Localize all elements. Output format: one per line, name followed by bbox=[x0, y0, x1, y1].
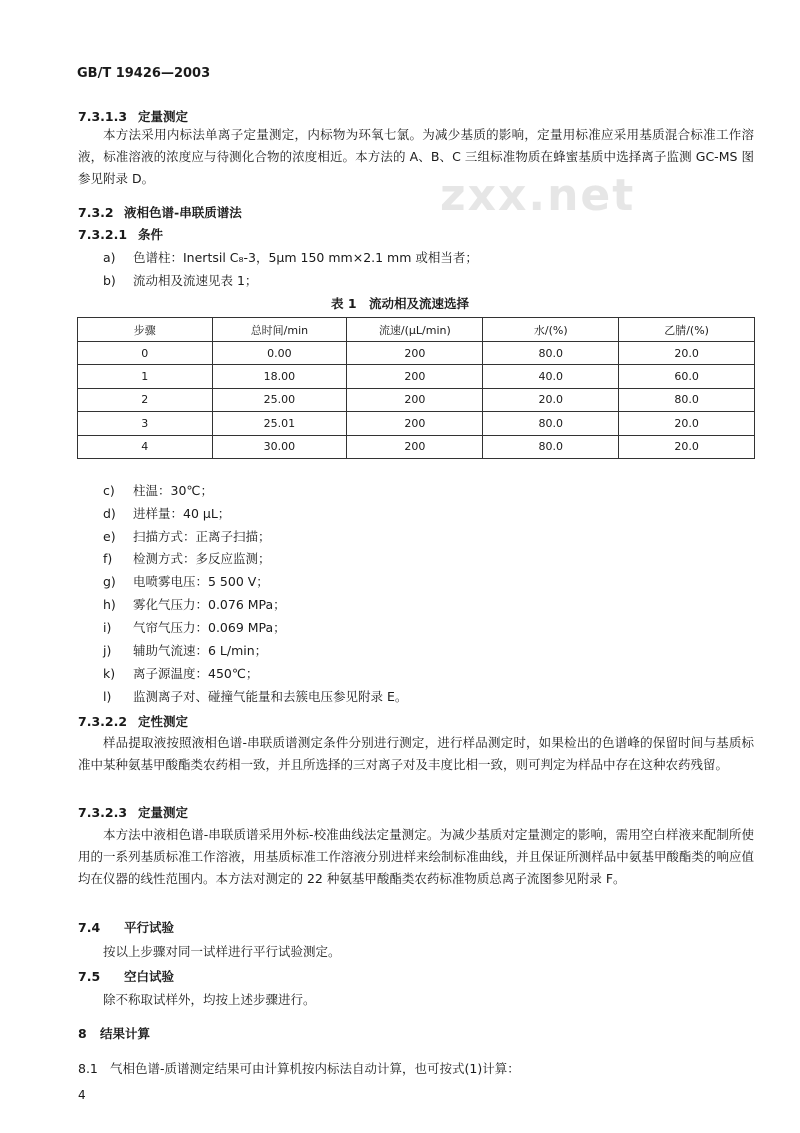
section-7-3-2-3-heading: 7.3.2.3 定量测定 bbox=[78, 805, 189, 820]
section-7-3-1-3-heading: 7.3.1.3 定量测定 bbox=[78, 109, 189, 124]
section-7-4-heading: 7.4 平行试验 bbox=[78, 920, 175, 935]
section-8-1-text: 8.1 气相色谱-质谱测定结果可由计算机按内标法自动计算，也可按式(1)计算： bbox=[78, 1061, 520, 1076]
section-7-3-2-heading: 7.3.2 液相色谱-串联质谱法 bbox=[78, 205, 242, 220]
table-cell: 200 bbox=[347, 412, 483, 435]
table-row bbox=[78, 388, 755, 411]
condition-item: b) 流动相及流速见表 1； bbox=[103, 273, 258, 288]
table-cell: 200 bbox=[347, 365, 483, 388]
table-row bbox=[78, 435, 755, 458]
flow-table bbox=[77, 317, 755, 459]
section-7-3-2-3-text: 本方法中液相色谱-串联质谱采用外标-校准曲线法定量测定。为减少基质对定量测定的影响，需用空白样液来配制所使用的一系列基质标准工作溶液，用基质标准工作溶液分别进样来绘制标准曲线，并且保证所测样品中氨基甲酸酯类的响应值均在仪器的线性范围内。本方法对测定的 22 种氨基甲酸酯类农药标准物质总离子流图参见附录 F。 bbox=[78, 827, 754, 886]
condition-item: g) 电喷雾电压：5 500 V； bbox=[103, 574, 269, 589]
condition-item: a) 色谱柱：Inertsil C₈-3，5μm 150 mm×2.1 mm 或相当者； bbox=[103, 250, 478, 265]
table-cell: 20.0 bbox=[483, 388, 619, 411]
table-header-cell: 乙腈/(%) bbox=[619, 318, 755, 342]
table-cell: 200 bbox=[347, 435, 483, 458]
watermark: zxx.net bbox=[440, 170, 636, 221]
table-cell: 80.0 bbox=[483, 342, 619, 365]
table-cell: 0.00 bbox=[212, 342, 347, 365]
section-7-5-heading: 7.5 空白试验 bbox=[78, 969, 175, 984]
table-row bbox=[78, 342, 755, 365]
table-cell: 200 bbox=[347, 342, 483, 365]
table-cell: 80.0 bbox=[483, 412, 619, 435]
table-cell: 40.0 bbox=[483, 365, 619, 388]
section-7-3-2-2-heading: 7.3.2.2 定性测定 bbox=[78, 714, 189, 729]
table-header-cell: 流速/(μL/min) bbox=[347, 318, 483, 342]
table-row bbox=[78, 365, 755, 388]
table-cell: 60.0 bbox=[619, 365, 755, 388]
table-header-cell: 步骤 bbox=[78, 318, 213, 342]
table-cell: 0 bbox=[78, 342, 213, 365]
table-cell: 3 bbox=[78, 412, 213, 435]
table-row bbox=[78, 412, 755, 435]
page-number: 4 bbox=[78, 1088, 86, 1102]
section-7-4-text: 按以上步骤对同一试样进行平行试验测定。 bbox=[103, 944, 341, 959]
condition-item: k) 离子源温度：450℃； bbox=[103, 666, 259, 681]
table-cell: 200 bbox=[347, 388, 483, 411]
table-cell: 80.0 bbox=[483, 435, 619, 458]
table-cell: 1 bbox=[78, 365, 213, 388]
section-8-heading: 8 结果计算 bbox=[78, 1026, 151, 1041]
section-7-3-1-3-text: 本方法采用内标法单离子定量测定，内标物为环氧七氯。为减少基质的影响，定量用标准应采用基质混合标准工作溶液，标准溶液的浓度应与待测化合物的浓度相近。本方法的 A、B、C 三组标准物质在蜂蜜基质中选择离子监测 GC-MS 图参见附录 D。 bbox=[78, 127, 754, 186]
condition-item: f) 检测方式：多反应监测； bbox=[103, 551, 271, 566]
condition-item: e) 扫描方式：正离子扫描； bbox=[103, 529, 271, 544]
standard-number: GB/T 19426—2003 bbox=[77, 66, 211, 81]
table-cell: 2 bbox=[78, 388, 213, 411]
table-cell: 20.0 bbox=[619, 435, 755, 458]
table-cell: 18.00 bbox=[212, 365, 347, 388]
table-cell: 80.0 bbox=[619, 388, 755, 411]
table-cell: 25.00 bbox=[212, 388, 347, 411]
section-7-3-2-1-heading: 7.3.2.1 条件 bbox=[78, 227, 164, 242]
table-header-cell: 总时间/min bbox=[212, 318, 347, 342]
condition-item: c) 柱温：30℃； bbox=[103, 483, 213, 498]
table-cell: 20.0 bbox=[619, 412, 755, 435]
table-header-cell: 水/(%) bbox=[483, 318, 619, 342]
condition-item: l) 监测离子对、碰撞气能量和去簇电压参见附录 E。 bbox=[103, 689, 408, 704]
table-cell: 20.0 bbox=[619, 342, 755, 365]
condition-item: h) 雾化气压力：0.076 MPa； bbox=[103, 597, 286, 612]
table-cell: 25.01 bbox=[212, 412, 347, 435]
section-7-3-2-2-text: 样品提取液按照液相色谱-串联质谱测定条件分别进行测定，进行样品测定时，如果检出的色谱峰的保留时间与基质标准中某种氨基甲酸酯类农药相一致，并且所选择的三对离子对及丰度比相一致，则可判定为样品中存在这种农药残留。 bbox=[78, 735, 754, 772]
condition-item: d) 进样量：40 μL； bbox=[103, 506, 231, 521]
table-header-row bbox=[78, 318, 755, 342]
condition-item: i) 气帘气压力：0.069 MPa； bbox=[103, 620, 286, 635]
table-cell: 4 bbox=[78, 435, 213, 458]
table-cell: 30.00 bbox=[212, 435, 347, 458]
condition-item: j) 辅助气流速：6 L/min； bbox=[103, 643, 268, 658]
table-title: 表 1 流动相及流速选择 bbox=[330, 296, 470, 311]
section-7-5-text: 除不称取试样外，均按上述步骤进行。 bbox=[103, 992, 316, 1007]
